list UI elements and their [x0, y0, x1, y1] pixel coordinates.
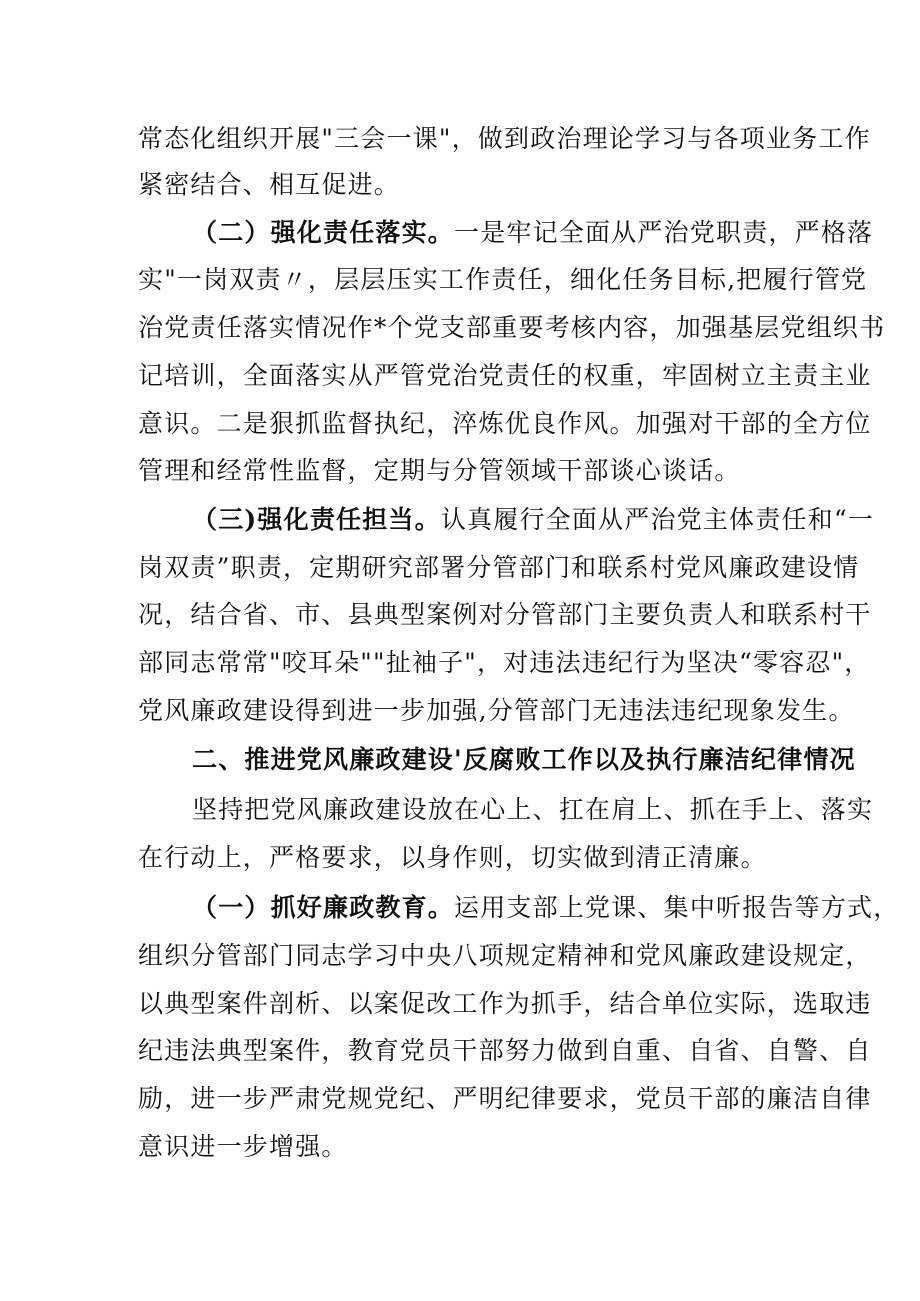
paragraph-3-line-1	[192, 505, 875, 535]
paragraph-3-line-4: 部同志常常"咬耳朵""扯袖子"，对违法违纪行为坚决“零容忍"，	[138, 648, 871, 677]
paragraph-1-line-1: 常态化组织开展"三会一课"，做到政治理论学习与各项业务工作	[138, 124, 871, 153]
paragraph-5-line-1	[192, 893, 900, 923]
paragraph-5-line-6: 意识进一步增强。	[138, 1132, 348, 1161]
paragraph-4-line-2: 在行动上，严格要求，以身作则，切实做到清正清廉。	[138, 843, 767, 872]
paragraph-3-line-3: 况，结合省、市、县典型案例对分管部门主要负责人和联系村干	[138, 600, 872, 629]
paragraph-2-line-5: 意识。二是狠抓监督执纪，淬炼优良作风。加强对干部的全方位	[138, 409, 872, 438]
paragraph-3-line-2: 岗双责”职责，定期研究部署分管部门和联系村党风廉政建设情	[138, 553, 860, 582]
paragraph-1-line-2: 紧密结合、相互促进。	[138, 170, 401, 199]
paragraph-2-line-2: 实"一岗双责〃，层层压实工作责任，细化任务目标,把履行管党	[138, 265, 868, 294]
paragraph-2-line-1	[192, 218, 874, 248]
section-2-title: 二、推进党风廉政建设'反腐败工作以及执行廉洁纪律情况	[192, 745, 856, 774]
paragraph-2-line-4: 记培训，全面落实从严管党治党责任的权重，牢固树立主责主业	[138, 361, 872, 390]
paragraph-5-line-3: 以典型案件剖析、以案促改工作为抓手，结合单位实际，选取违	[138, 989, 872, 1018]
paragraph-5-line-5: 励，进一步严肃党规党纪、严明纪律要求，党员干部的廉洁自律	[138, 1084, 872, 1113]
paragraph-5-line-1-text: 运用支部上党课、集中听报告等方式，	[454, 893, 900, 922]
paragraph-3-line-5: 党风廉政建设得到进一步加强,分管部门无违法违纪现象发生。	[138, 696, 855, 725]
paragraph-5-heading: （一）抓好廉政教育。	[192, 893, 455, 922]
paragraph-4-line-1: 坚持把党风廉政建设放在心上、扛在肩上、抓在手上、落实	[192, 795, 874, 824]
paragraph-5-line-2: 组织分管部门同志学习中央八项规定精神和党风廉政建设规定，	[138, 941, 872, 970]
paragraph-2-line-6: 管理和经常性监督，定期与分管领域干部谈心谈话。	[138, 456, 741, 485]
paragraph-5-line-4: 纪违法典型案件，教育党员干部努力做到自重、自省、自警、自	[138, 1036, 872, 1065]
paragraph-3-heading: （三)强化责任担当。	[192, 505, 441, 534]
paragraph-2-heading: （二）强化责任落实。	[192, 218, 455, 247]
paragraph-3-line-1-text: 认真履行全面从严治党主体责任和“一	[440, 505, 875, 534]
paragraph-2-line-1-text: 一是牢记全面从严治党职责，严格落	[454, 218, 874, 247]
paragraph-2-line-3: 治党责任落实情况作*个党支部重要考核内容，加强基层党组织书	[138, 313, 886, 342]
